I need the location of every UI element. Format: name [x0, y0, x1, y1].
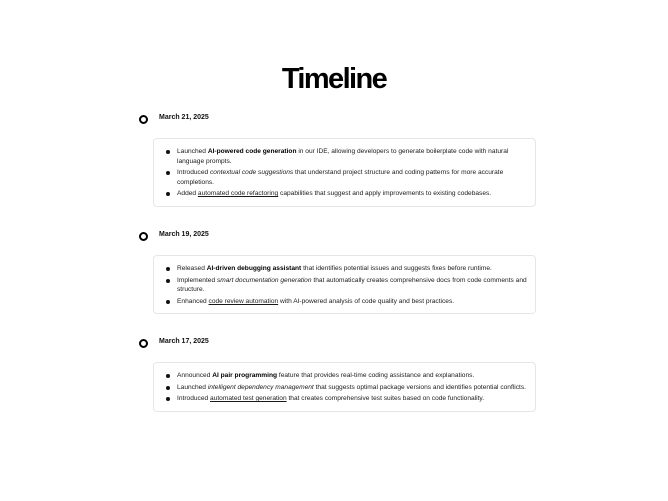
bullet-icon — [166, 171, 170, 175]
list-item: Introduced automated test generation that creates comprehensive test suites based on code functionality. — [165, 394, 527, 404]
bullet-icon — [166, 397, 170, 401]
list-item: Enhanced code review automation with AI-powered analysis of code quality and best practices. — [165, 297, 527, 307]
emphasis-text: smart documentation generation — [216, 276, 312, 284]
underlined-link[interactable]: code review automation — [208, 297, 279, 305]
highlight-text: AI-driven debugging assistant — [206, 265, 302, 272]
bullet-icon — [166, 192, 170, 196]
entry-list — [165, 147, 527, 199]
list-item: Added automated code refactoring capabilities that suggest and apply improvements to existing codebases. — [165, 189, 527, 199]
list-item: Announced AI pair programming feature that provides real-time coding assistance and explanations. — [165, 371, 527, 381]
emphasis-text: contextual code suggestions — [210, 169, 294, 177]
entry-date: March 19, 2025 — [159, 231, 209, 238]
bullet-icon — [166, 267, 170, 271]
list-item: Implemented smart documentation generation that automatically creates comprehensive docs from code comments and structure. — [165, 276, 527, 295]
page-title: Timeline — [281, 63, 387, 95]
list-item: Launched AI-powered code generation in our IDE, allowing developers to generate boilerplate code with natural language prompts. — [165, 147, 527, 166]
bullet-icon — [166, 150, 170, 154]
list-item: Introduced contextual code suggestions that understand project structure and coding patterns for more accurate completions. — [165, 168, 527, 187]
entry-card — [153, 255, 536, 314]
bullet-icon — [166, 300, 170, 304]
list-item: Launched intelligent dependency management that suggests optimal package versions and identifies potential conflicts. — [165, 383, 527, 393]
bullet-icon — [166, 279, 170, 283]
timeline-dot-icon — [139, 115, 148, 124]
timeline-dot-icon — [139, 339, 148, 348]
entry-card — [153, 138, 536, 207]
highlight-text: AI pair programming — [212, 372, 278, 379]
bullet-icon — [166, 374, 170, 378]
list-item: Released AI-driven debugging assistant that identifies potential issues and suggests fixes before runtime. — [165, 264, 527, 274]
entry-date: March 17, 2025 — [159, 338, 209, 345]
entry-card — [153, 362, 536, 412]
highlight-text: AI-powered code generation — [207, 148, 297, 155]
entry-date: March 21, 2025 — [159, 114, 209, 121]
bullet-icon — [166, 386, 170, 390]
entry-list — [165, 264, 527, 306]
underlined-link[interactable]: automated code refactoring — [197, 190, 279, 198]
underlined-link[interactable]: automated test generation — [210, 395, 287, 403]
emphasis-text: intelligent dependency management — [207, 383, 314, 391]
entry-list — [165, 371, 527, 404]
timeline-dot-icon — [139, 232, 148, 241]
